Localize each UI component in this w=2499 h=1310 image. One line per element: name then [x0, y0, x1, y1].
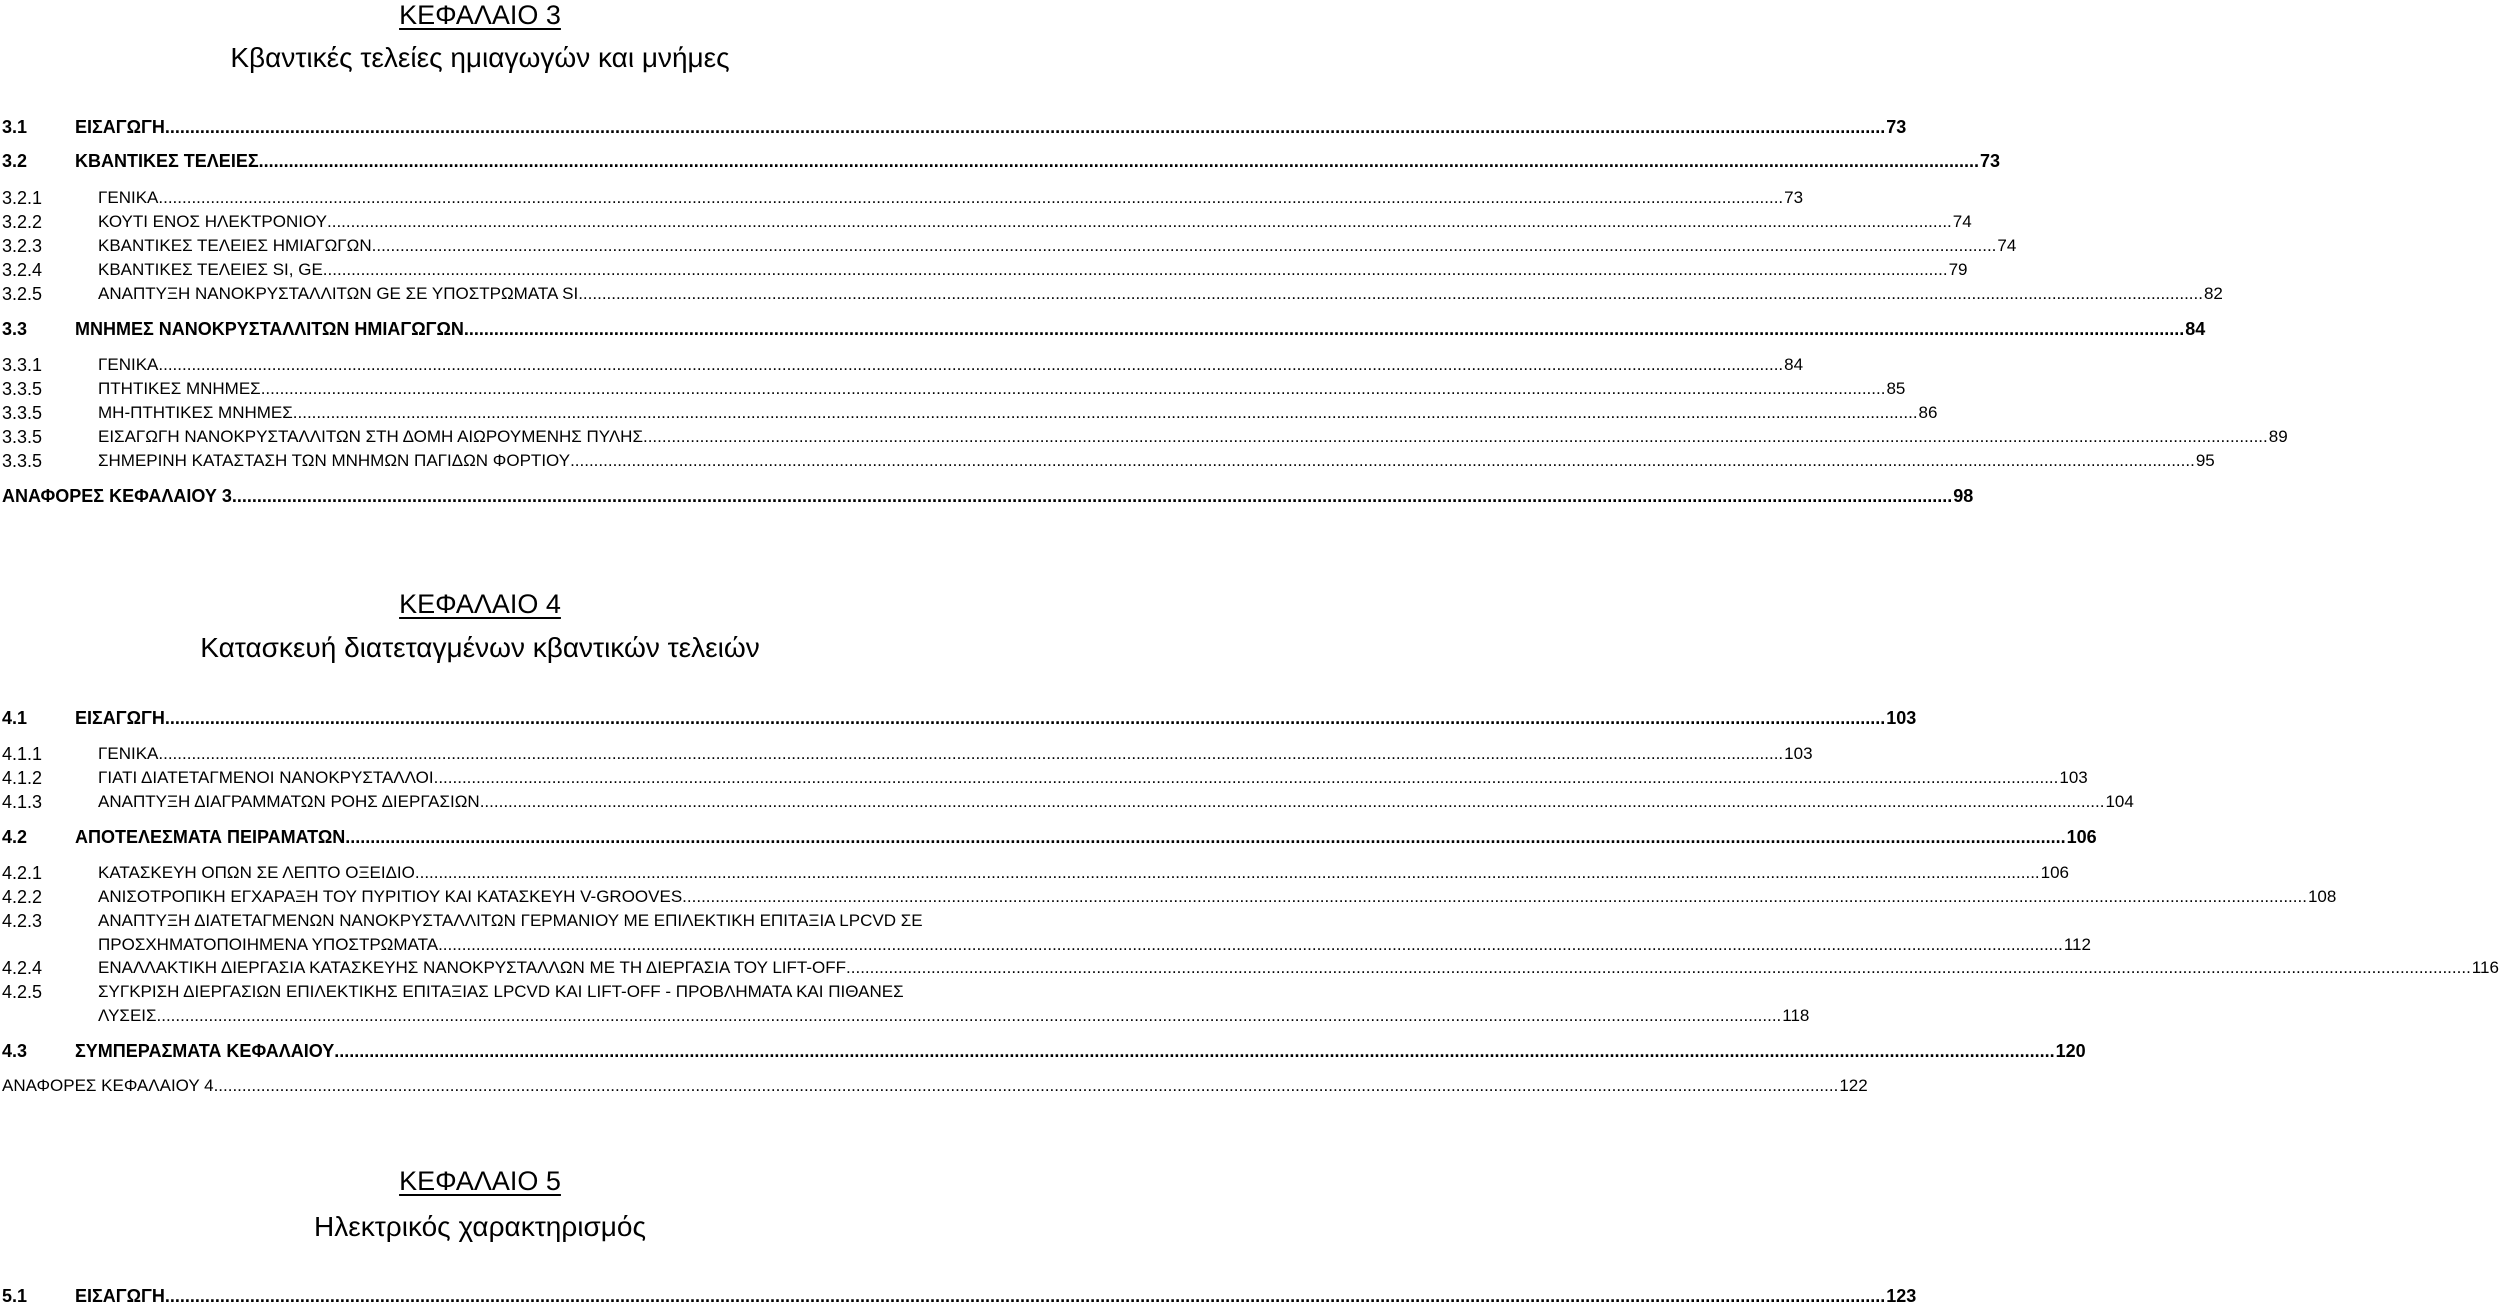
toc-entry-title: ΣΥΜΠΕΡΑΣΜΑΤΑ ΚΕΦΑΛΑΙΟΥ — [75, 1041, 335, 1061]
toc-entry-page: 82 — [2203, 284, 2223, 303]
toc-entry[interactable] — [0, 911, 960, 933]
toc-entry-page: 79 — [1948, 260, 1968, 279]
toc-entry-page: 74 — [1997, 236, 2017, 255]
toc-entry-title: ΣΗΜΕΡΙΝΗ ΚΑΤΑΣΤΑΣΗ ΤΩΝ ΜΝΗΜΩΝ ΠΑΓΙΔΩΝ ΦΟΡΤΙΟΥ — [98, 451, 571, 470]
toc-entry[interactable] — [0, 982, 960, 1004]
toc-entry[interactable] — [0, 427, 2288, 449]
toc-entry-number: 3.2.5 — [2, 284, 43, 304]
toc-entry[interactable] — [0, 792, 2134, 814]
toc-entry[interactable] — [0, 355, 1804, 377]
toc-entry-number: 3.3.5 — [2, 379, 43, 399]
toc-entry-title: ΓΕΝΙΚΑ — [98, 188, 159, 207]
toc-entry[interactable] — [0, 863, 2070, 885]
toc-entry-number: 3.2.4 — [2, 260, 43, 280]
toc-entry-page: 103 — [2059, 768, 2088, 787]
toc-entry-number: 4.2.5 — [2, 982, 43, 1002]
toc-entry-title: ΕΙΣΑΓΩΓΗ — [75, 1286, 165, 1306]
toc-entry-page: 73 — [1886, 117, 1907, 137]
toc-entry[interactable] — [0, 188, 1804, 210]
toc-entry-title: ΚΑΤΑΣΚΕΥΗ ΟΠΩΝ ΣΕ ΛΕΠΤΟ ΟΞΕΙΔΙΟ — [98, 863, 415, 882]
toc-entry-page: 108 — [2307, 887, 2337, 906]
toc-entry[interactable] — [0, 1286, 1917, 1310]
chapter-3-heading: ΚΕΦΑΛΑΙΟ 3 — [399, 0, 561, 30]
toc-entry-page: 85 — [1886, 379, 1906, 398]
toc-entry[interactable] — [0, 887, 2337, 909]
toc-entry-title: ΑΝΙΣΟΤΡΟΠΙΚΗ ΕΓΧΑΡΑΞΗ ΤΟΥ ΠΥΡΙΤΙΟΥ ΚΑΙ ΚΑΤΑΣΚΕΥΗ V-GROOVES — [98, 887, 683, 906]
toc-entry-title: ΚΟΥΤΙ ΕΝΟΣ ΗΛΕΚΤΡΟΝΙΟΥ — [98, 212, 328, 231]
toc-entry-page: 84 — [1784, 355, 1804, 374]
toc-entry-title-continued: ΠΡΟΣΧΗΜΑΤΟΠΟΙΗΜΕΝΑ ΥΠΟΣΤΡΩΜΑΤΑ — [98, 935, 439, 954]
toc-entry-title: ΚΒΑΝΤΙΚΕΣ ΤΕΛΕΙΕΣ ΗΜΙΑΓΩΓΩΝ — [98, 236, 372, 255]
toc-entry-number: 3.2.3 — [2, 236, 43, 256]
chapter-5-heading: ΚΕΦΑΛΑΙΟ 5 — [399, 1166, 561, 1196]
toc-entry[interactable] — [0, 744, 1813, 766]
toc-entry-title: ΑΝΑΦΟΡΕΣ ΚΕΦΑΛΑΙΟΥ 3 — [2, 486, 232, 506]
toc-entry-page: 103 — [1784, 744, 1813, 763]
toc-entry-title: ΓΕΝΙΚΑ — [98, 744, 159, 763]
toc-entry-continuation[interactable] — [0, 1006, 1810, 1028]
toc-entry-number: 4.1.2 — [2, 768, 43, 788]
toc-entry-page: 106 — [2040, 863, 2070, 882]
toc-entry[interactable] — [0, 260, 1968, 282]
toc-entry[interactable] — [0, 768, 2088, 790]
toc-entry-number: 5.1 — [2, 1286, 28, 1306]
toc-entry-title: ΑΝΑΦΟΡΕΣ ΚΕΦΑΛΑΙΟΥ 4 — [2, 1076, 214, 1095]
toc-entry-number: 4.3 — [2, 1041, 28, 1061]
toc-entry-title: ΓΕΝΙΚΑ — [98, 355, 159, 374]
toc-entry-title-continued: ΛΥΣΕΙΣ — [98, 1006, 157, 1025]
toc-entry-title: ΕΙΣΑΓΩΓΗ — [75, 708, 165, 728]
toc-entry[interactable] — [0, 284, 2223, 306]
toc-entry-number: 4.2.4 — [2, 958, 43, 978]
toc-entry-number: 3.2.2 — [2, 212, 43, 232]
chapter-5-subtitle: Ηλεκτρικός χαρακτηρισμός — [314, 1211, 646, 1242]
toc-entry-number: 3.2.1 — [2, 188, 43, 208]
toc-entry-page: 104 — [2105, 792, 2134, 811]
toc-entry-page: 120 — [2055, 1041, 2086, 1061]
toc-entry-title: ΕΙΣΑΓΩΓΗ — [75, 117, 165, 137]
toc-entry-number: 3.2 — [2, 151, 28, 171]
toc-entry-page: 112 — [2063, 935, 2091, 954]
toc-entry-references[interactable] — [0, 486, 1974, 510]
toc-entry-title: ΑΝΑΠΤΥΞΗ ΝΑΝΟΚΡΥΣΤΑΛΛΙΤΩΝ GE ΣΕ ΥΠΟΣΤΡΩΜΑΤΑ SI — [98, 284, 579, 303]
toc-entry[interactable] — [0, 151, 2000, 175]
toc-entry-title: ΣΥΓΚΡΙΣΗ ΔΙΕΡΓΑΣΙΩΝ ΕΠΙΛΕΚΤΙΚΗΣ ΕΠΙΤΑΞΙΑΣ LPCVD ΚΑΙ LIFT-OFF - ΠΡΟΒΛΗΜΑΤΑ ΚΑΙ ΠΙΘΑΝΕΣ — [98, 982, 904, 1001]
toc-entry[interactable] — [0, 212, 1972, 234]
toc-entry-number: 3.3.1 — [2, 355, 43, 375]
toc-entry-page: 84 — [2185, 319, 2206, 339]
toc-entry-page: 73 — [1784, 188, 1804, 207]
toc-entry[interactable] — [0, 236, 2017, 258]
toc-entry-number: 4.2.3 — [2, 911, 43, 931]
chapter-4-subtitle: Κατασκευή διατεταγμένων κβαντικών τελειών — [200, 632, 760, 663]
toc-entry-number: 3.3.5 — [2, 403, 43, 423]
toc-entry[interactable] — [0, 827, 2097, 851]
toc-entry-page: 73 — [1979, 151, 2000, 171]
toc-entry-number: 4.2.1 — [2, 863, 43, 883]
toc-entry[interactable] — [0, 403, 1938, 425]
toc-entry-references[interactable] — [0, 1076, 1868, 1098]
toc-entry[interactable] — [0, 451, 2215, 473]
toc-entry-title: ΠΤΗΤΙΚΕΣ ΜΝΗΜΕΣ — [98, 379, 261, 398]
chapter-3-subtitle: Κβαντικές τελείες ημιαγωγών και μνήμες — [230, 42, 730, 73]
toc-entry[interactable] — [0, 1041, 2086, 1065]
toc-entry-page: 95 — [2195, 451, 2215, 470]
toc-entry[interactable] — [0, 379, 1906, 401]
toc-entry-title: ΕΙΣΑΓΩΓΗ ΝΑΝΟΚΡΥΣΤΑΛΛΙΤΩΝ ΣΤΗ ΔΟΜΗ ΑΙΩΡΟΥΜΕΝΗΣ ΠΥΛΗΣ — [98, 427, 643, 446]
toc-entry-title: ΓΙΑΤΙ ΔΙΑΤΕΤΑΓΜΕΝΟΙ ΝΑΝΟΚΡΥΣΤΑΛΛΟΙ — [98, 768, 434, 787]
toc-entry-title: ΜΝΗΜΕΣ ΝΑΝΟΚΡΥΣΤΑΛΛΙΤΩΝ ΗΜΙΑΓΩΓΩΝ — [75, 319, 464, 339]
toc-entry-title: ΜΗ-ΠΤΗΤΙΚΕΣ ΜΝΗΜΕΣ — [98, 403, 293, 422]
toc-entry-page: 122 — [1839, 1076, 1868, 1095]
toc-entry-number: 4.2 — [2, 827, 28, 847]
toc-entry-title: ΑΝΑΠΤΥΞΗ ΔΙΑΓΡΑΜΜΑΤΩΝ ΡΟΗΣ ΔΙΕΡΓΑΣΙΩΝ — [98, 792, 480, 811]
toc-entry-page: 86 — [1918, 403, 1938, 422]
toc-entry-page: 116 — [2471, 958, 2499, 977]
toc-entry-page: 103 — [1886, 708, 1917, 728]
toc-entry[interactable] — [0, 319, 2206, 343]
toc-entry[interactable] — [0, 708, 1917, 732]
toc-entry-number: 4.1.3 — [2, 792, 43, 812]
toc-entry-page: 118 — [1782, 1006, 1810, 1025]
toc-entry-page: 89 — [2268, 427, 2288, 446]
toc-entry[interactable] — [0, 117, 1907, 141]
toc-entry-page: 106 — [2066, 827, 2097, 847]
toc-entry[interactable] — [0, 958, 2499, 980]
toc-entry-page: 98 — [1953, 486, 1974, 506]
toc-entry-number: 3.3.5 — [2, 427, 43, 447]
toc-entry-number: 4.1 — [2, 708, 28, 728]
toc-entry-continuation[interactable] — [0, 935, 2091, 957]
toc-entry-number: 3.1 — [2, 117, 28, 137]
toc-entry-number: 4.2.2 — [2, 887, 43, 907]
toc-entry-number: 4.1.1 — [2, 744, 43, 764]
toc-entry-title: ΕΝΑΛΛΑΚΤΙΚΗ ΔΙΕΡΓΑΣΙΑ ΚΑΤΑΣΚΕΥΗΣ ΝΑΝΟΚΡΥΣΤΑΛΛΩΝ ΜΕ ΤΗ ΔΙΕΡΓΑΣΙΑ ΤΟΥ LIFT-OFF — [98, 958, 847, 977]
chapter-4-heading: ΚΕΦΑΛΑΙΟ 4 — [399, 589, 561, 619]
toc-entry-number: 3.3 — [2, 319, 28, 339]
toc-entry-page: 123 — [1886, 1286, 1917, 1306]
toc-entry-title: ΑΝΑΠΤΥΞΗ ΔΙΑΤΕΤΑΓΜΕΝΩΝ ΝΑΝΟΚΡΥΣΤΑΛΛΙΤΩΝ ΓΕΡΜΑΝΙΟΥ ΜΕ ΕΠΙΛΕΚΤΙΚΗ ΕΠΙΤΑΞΙΑ LPCVD ΣΕ — [98, 911, 923, 930]
toc-entry-number: 3.3.5 — [2, 451, 43, 471]
toc-entry-title: ΚΒΑΝΤΙΚΕΣ ΤΕΛΕΙΕΣ — [75, 151, 259, 171]
toc-entry-title: ΚΒΑΝΤΙΚΕΣ ΤΕΛΕΙΕΣ SI, GE — [98, 260, 323, 279]
toc-entry-page: 74 — [1952, 212, 1972, 231]
toc-entry-title: ΑΠΟΤΕΛΕΣΜΑΤΑ ΠΕΙΡΑΜΑΤΩΝ — [75, 827, 346, 847]
